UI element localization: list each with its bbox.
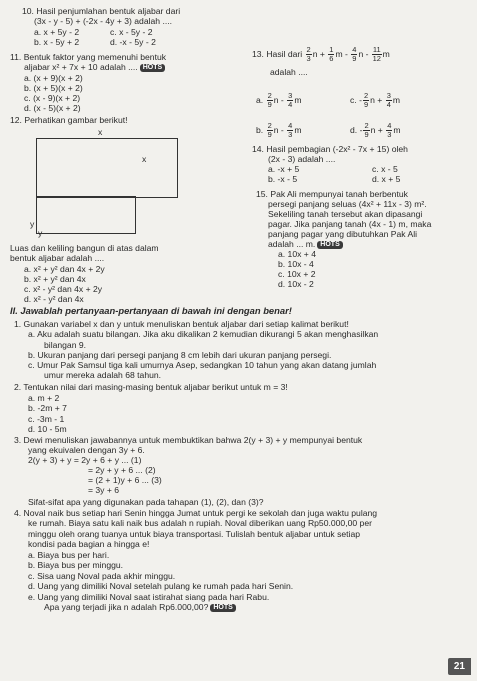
s2-q4-line-1: 4. Noval naik bus setiap hari Senin hingga Jumat untuk pergi ke sekolah dan juga waktu pulang xyxy=(14,508,378,518)
s2-q3-line-2: yang ekuivalen dengan 3y + 6. xyxy=(28,445,145,455)
s2-q3-step-4: = 3y + 6 xyxy=(88,485,120,495)
s2-q4-option-d: d. Uang yang dimiliki Noval setelah pulang ke rumah pada hari Senin. xyxy=(28,581,294,591)
figure-label-x-right: x xyxy=(142,154,147,164)
q14-option-a: a. -x + 5 xyxy=(268,164,300,174)
q11-expression: aljabar x² + 7x + 10 adalah .... HOTS xyxy=(24,62,165,72)
q12-title: 12. Perhatikan gambar berikut! xyxy=(10,115,128,125)
s2-q4-option-e: e. Uang yang dimiliki Noval saat istirahat siang pada hari Rabu. xyxy=(28,592,270,602)
s2-q4-line-2: ke rumah. Biaya satu kali naik bus adalah n rupiah. Noval diberikan uang Rp50.000,00 per xyxy=(28,518,372,528)
s2-q3-line-1: 3. Dewi menuliskan jawabannya untuk membuktikan bahwa 2(y + 3) + y mempunyai bentuk xyxy=(14,435,363,445)
s2-q1-a-line-1: a. Aku adalah suatu bilangan. Jika aku dikalikan 2 kemudian dikurangi 5 akan menghasilkan xyxy=(28,329,379,339)
q15-line-4: pagar. Jika panjang tanah (4x - 1) m, maka xyxy=(268,219,432,229)
q12-description-2: bentuk aljabar adalah .... xyxy=(10,253,105,263)
q13-option-b: b. $\frac{2}{9}$ n - $\frac{4}{3}$ m xyxy=(256,121,302,139)
s2-q1-c-line-2: umur mereka adalah 68 tahun. xyxy=(44,370,162,380)
q10-option-a: a. x + 5y - 2 xyxy=(34,27,80,37)
s2-q2-d: d. 10 - 5m xyxy=(28,424,67,434)
q13-option-c: c. - $\frac{2}{9}$ n + $\frac{3}{4}$ m xyxy=(350,91,401,109)
s2-q3-step-1: 2(y + 3) + y = 2y + 6 + y ... (1) xyxy=(28,455,142,465)
q15-option-b: b. 10x - 4 xyxy=(278,259,314,269)
q11-title: 11. Bentuk faktor yang memenuhi bentuk xyxy=(10,52,167,62)
q15-line-3: Sekeliling tanah tersebut akan dipasangi xyxy=(268,209,423,219)
q14-expression: (2x - 3) adalah .... xyxy=(268,154,336,164)
q12-option-a: a. x² + y² dan 4x + 2y xyxy=(24,264,105,274)
s2-q4-line-4: kondisi pada bagian a hingga e! xyxy=(28,539,150,549)
figure-rectangle-outline xyxy=(36,196,136,234)
q14-title: 14. Hasil pembagian (-2x² - 7x + 15) oleh xyxy=(252,144,408,154)
q14-option-d: d. x + 5 xyxy=(372,174,401,184)
q14-option-c: c. x - 5 xyxy=(372,164,398,174)
figure-square-outline xyxy=(36,138,178,198)
q13-option-d: d. - $\frac{2}{9}$ n + $\frac{4}{3}$ m xyxy=(350,121,401,139)
q13-tail: adalah .... xyxy=(270,67,308,77)
q12-description: Luas dan keliling bangun di atas dalam xyxy=(10,243,159,253)
q15-option-d: d. 10x - 2 xyxy=(278,279,314,289)
q15-option-a: a. 10x + 4 xyxy=(278,249,316,259)
s2-q1: 1. Gunakan variabel x dan y untuk menuliskan bentuk aljabar dari setiap kalimat berikut! xyxy=(14,319,349,329)
s2-q1-a-line-2: bilangan 9. xyxy=(44,340,87,350)
q10-title: 10. Hasil penjumlahan bentuk aljabar dari xyxy=(22,6,181,16)
hots-badge: HOTS xyxy=(317,241,342,249)
q12-option-d: d. x² - y² dan 4x xyxy=(24,294,84,304)
q11-option-a: a. (x + 9)(x + 2) xyxy=(24,73,83,83)
s2-q2-a: a. m + 2 xyxy=(28,393,60,403)
hots-badge: HOTS xyxy=(210,604,235,612)
q10-expression: (3x - y - 5) + (-2x - 4y + 3) adalah .... xyxy=(34,16,173,26)
q13-question: 13. Hasil dari $\frac{2}{3}$ n + $\frac{1}{6}$ m - $\frac{4}{9}$ n - $\frac{11}{12}$ m xyxy=(252,45,390,63)
s2-q3-step-2: = 2y + y + 6 ... (2) xyxy=(88,465,156,475)
q11-option-b: b. (x + 5)(x + 2) xyxy=(24,83,83,93)
s2-q3-question: Sifat-sifat apa yang digunakan pada tahapan (1), (2), dan (3)? xyxy=(28,497,264,507)
q15-line-1: 15. Pak Ali mempunyai tanah berbentuk xyxy=(256,189,408,199)
q15-line-6: adalah ... m. HOTS xyxy=(268,239,343,249)
figure-label-y-left: y xyxy=(30,219,35,229)
q10-option-d: d. -x - 5y - 2 xyxy=(110,37,156,47)
page-number: 21 xyxy=(448,658,471,675)
s2-q1-b: b. Ukuran panjang dari persegi panjang 8 cm lebih dari ukuran panjang persegi. xyxy=(28,350,332,360)
q10-option-b: b. x - 5y + 2 xyxy=(34,37,80,47)
figure-label-x-top: x xyxy=(98,127,103,137)
s2-q4-option-c: c. Sisa uang Noval pada akhir minggu. xyxy=(28,571,176,581)
q10-option-c: c. x - 5y - 2 xyxy=(110,27,153,37)
s2-q4-option-a: a. Biaya bus per hari. xyxy=(28,550,110,560)
s2-q2-b: b. -2m + 7 xyxy=(28,403,67,413)
s2-q3-step-3: = (2 + 1)y + 6 ... (3) xyxy=(88,475,162,485)
q12-option-b: b. x² + y² dan 4x xyxy=(24,274,86,284)
q15-line-5: panjang pagar yang dibutuhkan Pak Ali xyxy=(268,229,418,239)
q13-option-a: a. $\frac{2}{9}$ n - $\frac{3}{4}$ m xyxy=(256,91,302,109)
section-2-title: II. Jawablah pertanyaan-pertanyaan di bawah ini dengan benar! xyxy=(10,305,292,316)
s2-q4-line-3: minggu oleh orang tuanya untuk biaya transportasi. Tulislah bentuk aljabar untuk setiap xyxy=(28,529,361,539)
q15-line-2: persegi panjang seluas (4x² + 11x - 3) m². xyxy=(268,199,427,209)
q11-option-c: c. (x - 9)(x + 2) xyxy=(24,93,81,103)
q12-option-c: c. x² - y² dan 4x + 2y xyxy=(24,284,103,294)
q15-option-c: c. 10x + 2 xyxy=(278,269,316,279)
s2-q4-option-b: b. Biaya bus per minggu. xyxy=(28,560,124,570)
q14-option-b: b. -x - 5 xyxy=(268,174,298,184)
s2-q2-c: c. -3m - 1 xyxy=(28,414,65,424)
q11-option-d: d. (x - 5)(x + 2) xyxy=(24,103,81,113)
s2-q4-final: Apa yang terjadi jika n adalah Rp6.000,00? HOTS xyxy=(44,602,236,612)
hots-badge: HOTS xyxy=(140,64,165,72)
s2-q1-c-line-1: c. Umur Pak Samsul tiga kali umurnya Asep, sedangkan 10 tahun yang akan datang jumlah xyxy=(28,360,377,370)
figure-label-y-right: y xyxy=(38,228,43,238)
s2-q2: 2. Tentukan nilai dari masing-masing bentuk aljabar berikut untuk m = 3! xyxy=(14,382,288,392)
